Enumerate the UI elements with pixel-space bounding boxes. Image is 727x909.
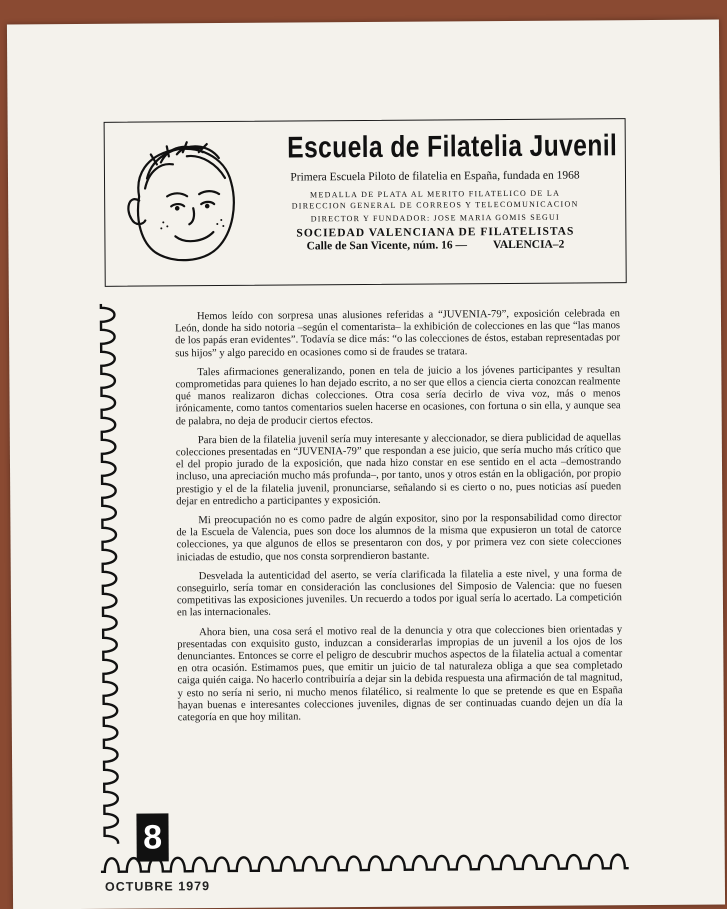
- director-line: DIRECTOR Y FUNDADOR: JOSE MARIA GOMIS SEGUI: [310, 212, 560, 224]
- school-title: Escuela de Filatelia Juvenil: [287, 129, 618, 165]
- city: VALENCIA–2: [492, 238, 565, 252]
- stamp-perforation-bottom-border: [101, 848, 629, 876]
- page-number: 8: [136, 813, 168, 861]
- medal-line-1: MEDALLA DE PLATA AL MERITO FILATELICO DE LA: [310, 188, 561, 200]
- street-address: Calle de San Vicente, núm. 16 —: [306, 239, 468, 253]
- medal-line-2: DIRECCION GENERAL DE CORREOS Y TELECOMUNICACION: [291, 199, 579, 211]
- paragraph-2: Tales afirmaciones generalizando, ponen en tela de juicio a los jóvenes participantes y resultan comprometidas para quienes lo han dejado escrito, a no ser que ellos a ciencia cierta conozcan realmente qué manos realizaron dichas colecciones. Otra cosa sería decirlo de viva voz, más o menos irónicamente, como tantos comentarios suelen hacerse en ocasiones, con fortuna o sin ella, y aunque sea de palabra, no deja de producir ciertos efectos.: [175, 364, 621, 427]
- paragraph-6: Ahora bien, una cosa será el motivo real de la denuncia y otra que colecciones bien orientadas y presentadas con exquisito gusto, induzcan a considerarlas impropias de un juvenil a los ojos de los denunciantes. Entonces se corre el peligro de descubrir muchos aspectos de la filatelia actual a comentar en otra ocasión. Estimamos pues, que emitir un juicio de tal naturaleza obliga a que sea completado caiga quién caiga. No hacerlo contribuiría a dejar sin la debida respuesta una afirmación de tal magnitud, y esto no sería ni serio, ni mucho menos filatélico, si realmente lo que se pretende es que en España hayan buenas e interesantes colecciones juveniles, dignas de ser continuadas cuando dejen un día la categoría en que hoy militan.: [177, 623, 623, 724]
- stamp-perforation-left-border: [97, 304, 125, 844]
- society-name: SOCIEDAD VALENCIANA DE FILATELISTAS: [296, 225, 575, 240]
- letterhead: [104, 118, 627, 287]
- paragraph-5: Desvelada la autenticidad del aserto, se vería clarificada la filatelia a este nivel, y una forma de conseguirlo, sería tomar en consideración las conclusiones del Simposio de Valencia: que no fuesen competitivas las exposiciones juveniles. Un recuerdo a todos por igual sería lo acertado. La competición en las internacionales.: [176, 568, 622, 619]
- article-body: [175, 308, 623, 731]
- school-subtitle: Primera Escuela Piloto de filatelia en España, fundada en 1968: [290, 169, 580, 184]
- paragraph-1: Hemos leído con sorpresa unas alusiones referidas a “JUVENIA-79”, exposición celebrada en León, donde ha sido notoria –según el comentarista– la exhibición de colecciones en las que “las manos de los papás eran evidentes”. Todavía se dice más: “o las colecciones de éstos, estaban representadas por sus hijos” y algo parecido en ocasiones como si de fraudes se tratara.: [175, 308, 621, 359]
- document-page: [7, 20, 725, 909]
- letterhead-text: [255, 127, 616, 253]
- paragraph-4: Mi preocupación no es como padre de algún expositor, sino por la responsabilidad como director de la Escuela de Valencia, pues son doce los alumnos de la misma que expusieron un total de catorce colecciones, ya que algunos de ellos se presentaron con dos, y por primera vez con siete colecciones iniciadas de estudio, que nos consta sorprendieron bastante.: [176, 512, 622, 563]
- boy-face-illustration: [117, 134, 248, 275]
- paragraph-3: Para bien de la filatelia juvenil sería muy interesante y aleccionador, se diera publicidad de aquellas colecciones presentadas en “JUVENIA-79” que respondan a ese juicio, que sería mucho más crítico que el del propio jurado de la exposición, que nada hizo constar en ese sentido en el acta –demostrando incluso, una apreciación mucho más profunda–, por tanto, unos y otros están en la obligación, por propio prestigio y el de la filatelia juvenil, pronunciarse, señalando si es cierto o no, pues noticias así pueden dejar en entredicho a participantes y exposición.: [175, 432, 622, 508]
- address-line: [255, 238, 615, 253]
- issue-date: OCTUBRE 1979: [104, 879, 211, 894]
